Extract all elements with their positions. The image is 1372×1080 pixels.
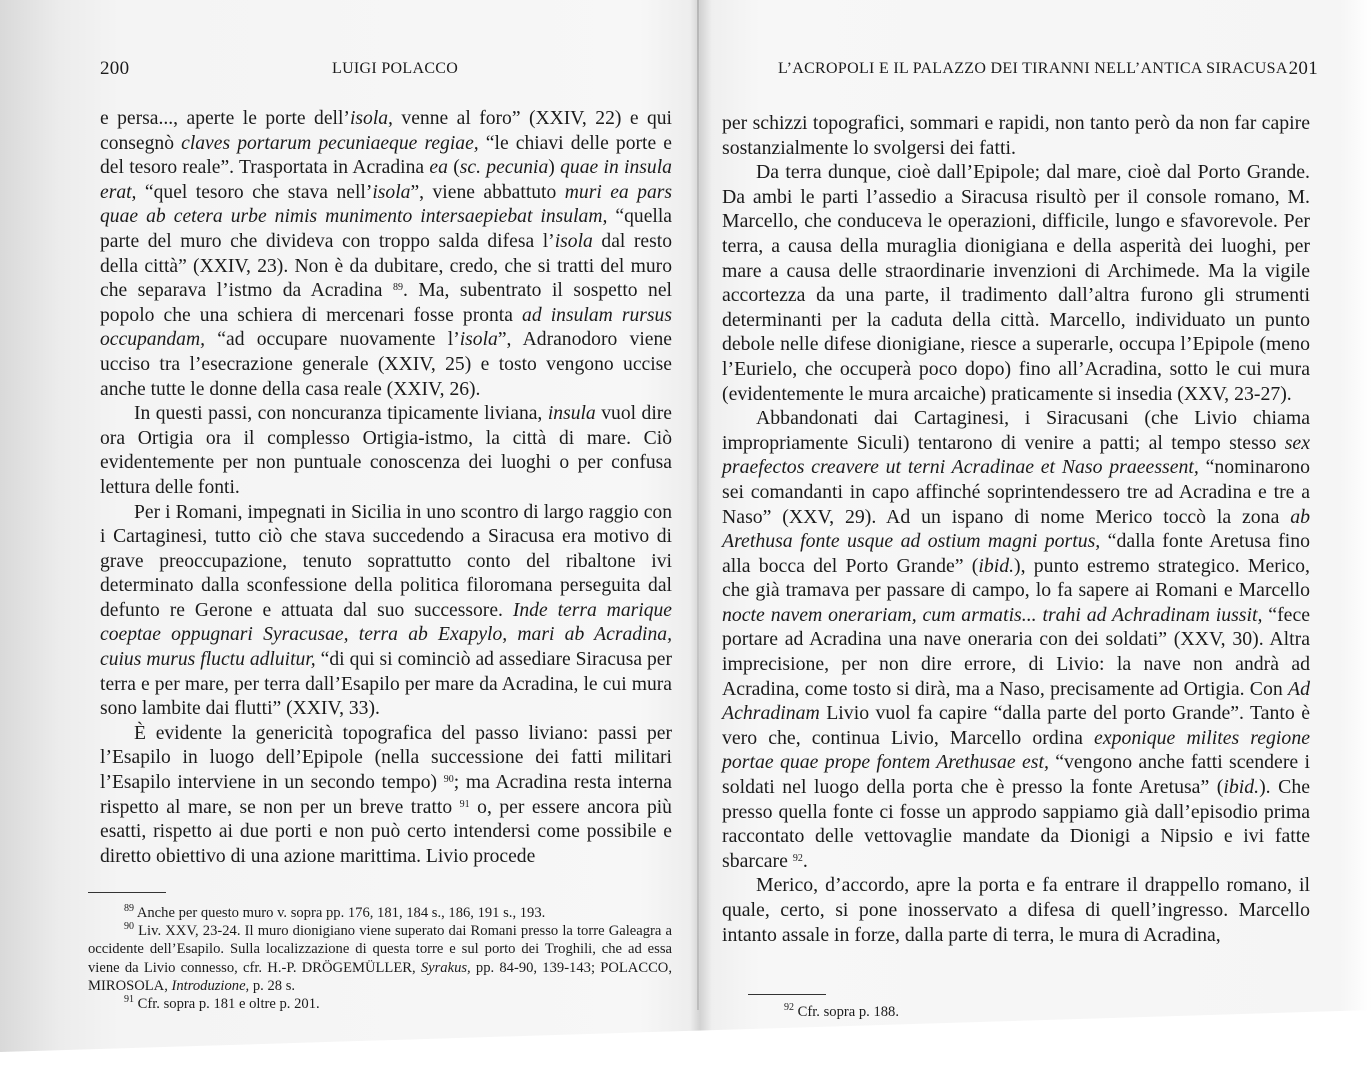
italic-span: Syrakus, [420,959,471,976]
italic-span: ad insulam rursus occupandam, [100,304,672,351]
footnote-ref: 92 [792,852,803,864]
text-span: Per i Romani, impegnati in Sicilia in uno scontro di largo raggio con i Cartaginesi, tutto ciò che stava succedendo a Siracusa era motivo di grave preoccupazione, tenuto soprattutto conto del ribaltone ivi determinato dalla sconfessione della politica filoromana perseguita dal defunto re Gerone e attuata dal suo successore. [100,501,672,621]
text-span: Abbandonati dai Cartaginesi, i Siracusani (che Livio chiama impropriamente Siculi) tentarono di venire a patti; al tempo stesso [722,407,1310,454]
right-running-head: L’ACROPOLI E IL PALAZZO DEI TIRANNI NELL’ANTICA SIRACUSA [778,60,1288,77]
text-span: In questi passi, con noncuranza tipicamente liviana, [134,403,548,425]
text-span: ) [548,157,561,179]
text-span: Cfr. sopra p. 181 e oltre p. 201. [134,996,320,1013]
text-span: ), punto estremo strategico. Merico, che già tramava per passare di campo, lo fa sapere ai Romani e Marcello [722,554,1310,602]
footnote [748,1003,1310,1021]
text-span: ( [447,157,460,179]
right-page-number: 201 [1288,58,1318,79]
text-span: “fece portare ad Acradina una nave oneraria con dei soldati” (XXV, 30). Altra imprecisione, per non dire errore, di Livio: la nave non andrà ad Acradina, come tosto si dirà, ma a Naso, precisamente ad Ortigia. Con [722,603,1310,700]
text-span: ; ma Acradina resta interna rispetto al mare, se non per un breve tratto [100,772,672,818]
italic-span: ab Arethusa fonte usque ad ostium magni portus, [722,505,1310,553]
text-span: “ad occupare nuovamente l’ [205,329,460,351]
italic-span: sex praefectos creavere ut terni Acradinae et Naso praeessent, [722,431,1310,479]
text-span: “dalla fonte Aretusa fino alla bocca del Porto Grande” ( [722,530,1310,577]
footnote-ref: 90 [124,921,134,933]
text-span: p. 28 s. [249,977,296,994]
footnote-ref: 89 [124,903,134,914]
italic-span: insula [547,403,596,425]
book-gutter [697,0,699,1010]
text-span: “le chiavi delle porte e del tesoro reale”. Trasportata in Acradina [100,132,672,179]
text-span: venne al foro” (XXIV, 22) e qui consegnò [100,108,672,154]
text-span: ). Che presso quella fonte ci fosse un approdo sappiamo già dall’episodio prima raccontato delle vettovaglie mandate da Dionigi a Nipsio e ivi fatte sbarcare [722,776,1311,872]
italic-span: ibid. [1223,776,1260,799]
text-span: ”, Adranodoro viene ucciso tra l’esecrazione generale (XXIV, 25) e tosto vengono uccise anche tutte le donne della casa reale (XXIV, 26). [100,329,673,400]
italic-span: Inde terra marique coeptae oppugnari Syracusae, terra ab Exapylo, mari ab Acradina, cuius murus fluctu adluitur, [100,599,672,671]
text-span: o, per essere ancora più esatti, rispetto ai due porti e non può certo intendersi come possibile e diretto obiettivo di una azione marittima. Livio procede [100,796,672,867]
italic-span: ibid. [978,554,1015,577]
italic-span: claves portarum pecuniaeque regiae, [181,132,479,154]
left-running-head: LUIGI POLACCO [332,60,459,77]
text-span: Cfr. sopra p. 188. [794,1004,899,1020]
paragraph [722,406,1310,873]
paragraph [100,501,672,722]
paragraph [100,107,672,402]
footnote-ref: 91 [459,798,470,810]
text-span: Da terra dunque, cioè dall’Epipole; dal mare, cioè dal Porto Grande. Da ambi le parti l’assedio a Siracusa risultò per il console romano, M. Marcello, che conduceva le operazioni, difficile, lungo e sfavorevole. Per terra, a causa della muraglia dionigiana e della asperità dei luoghi, per mare a causa delle straordinarie invenzioni di Archimede. Ma la vigile accortezza da una parte, il tradimento dall’altra furono gli strumenti determinanti per la caduta della città. Marcello, individuato un punto debole nelle difese dionigiane, riesce a superarle, occupa l’Epipole (meno l’Eurielo, che occuperà poco dopo) fino all’Acradina, sotto le cui mura (evidentemente le mura arcaiche) praticamente si insedia (XXV, 23-27). [722,161,1310,405]
footnote-ref: 90 [443,774,454,786]
paragraph [100,722,672,870]
left-body-text [100,107,672,869]
text-span: . [802,849,808,872]
text-span: pp. 84-90, 139-143; POLACCO, MIROSOLA, [88,959,672,994]
right-body-text [722,111,1310,947]
paragraph [722,160,1310,406]
left-running-header [100,58,672,84]
footnote-ref: 89 [392,282,403,294]
italic-span: isola [459,329,498,351]
left-page-number: 200 [100,58,130,79]
footnote-ref: 91 [124,994,134,1006]
italic-span: quae in insula erat, [100,157,672,203]
italic-span: Ad Achradinam [722,677,1310,725]
right-footnote-rule [748,994,826,995]
italic-span: ea [429,157,448,179]
right-footnotes [748,1003,1310,1021]
text-span: Merico, d’accordo, apre la porta e fa entrare il drappello romano, il quale, certo, si pone inosservato a difesa di quell’ingresso. Marcello intanto assale in forze, dalla parte di terra, le mura di Acradina, [722,874,1310,946]
text-span: Livio vuol fa capire “dalla parte del porto Grande”. Tanto è vero che, continua Livio, Marcello ordina [722,702,1310,749]
footnote-ref: 92 [784,1002,794,1013]
italic-span: Introduzione, [171,977,250,994]
italic-span: isola [372,181,411,203]
paragraph [100,402,672,500]
text-span: Anche per questo muro v. sopra pp. 176, 181, 184 s., 186, 191 s., 193. [134,905,546,921]
italic-span: exponique milites regione portae quae prope fontem Arethusae est, [722,726,1310,774]
footnote [88,922,672,995]
paragraph [722,873,1310,947]
right-running-header [722,58,1318,84]
text-span: “quel tesoro che stava nell’ [136,181,373,203]
paragraph [722,111,1310,160]
text-span: È evidente la genericità topografica del passo liviano: passi per l’Esapilo in luogo dell’Epipole (nella successione dei fatti militari l’Esapilo interviene in un secondo tempo) [100,722,672,794]
italic-span: nocte navem onerariam, cum armatis... trahi ad Achradinam iussit, [722,603,1263,626]
italic-span: sc. pecunia [459,157,549,179]
italic-span: isola, [349,108,393,129]
text-span: Liv. XXV, 23-24. Il muro dionigiano viene superato dai Romani presso la torre Galeagra a occidente dell’Esapilo. Sulla localizzazione di questa torre e sul porto dei Troghili, che ad essa viene da Livio connesso, cfr. H.-P. DRÖGEMÜLLER, [88,923,672,976]
italic-span: isola [554,230,593,252]
text-span: . Ma, subentrato il sospetto nel popolo che una schiera di mercenari fosse pronta [100,280,672,326]
text-span: “di qui si cominciò ad assediare Siracusa per terra e per mare, per terra dall’Esapilo per mare da Acradina, le cui mura sono lambite dai flutti” (XXIV, 33). [100,649,672,720]
text-span: “quella parte del muro che divideva con troppo salda difesa l’ [100,206,672,252]
text-span: ”, viene abbattuto [410,181,565,203]
text-span: vuol dire ora Ortigia ora il complesso Ortigia-istmo, la città di mare. Ciò evidentemente per non puntuale conoscenza dei luoghi o per confusa lettura delle fonti. [100,403,673,498]
footnote [88,995,672,1013]
text-span: e persa..., aperte le porte dell’ [100,108,350,129]
text-span: “nominarono sei comandanti in capo affinché soprintendessero tre ad Acradina e tre a Naso” (XXV, 29). Ad un ispano di nome Merico toccò la zona [722,456,1310,528]
left-footnotes [88,904,672,1013]
left-footnote-rule [88,892,166,893]
text-span: dal resto della città” (XXIV, 23). Non è da dubitare, credo, che si tratti del muro che separava l’istmo da Acradina [100,230,672,302]
footnote [88,904,672,922]
italic-span: muri ea pars quae ab cetera urbe nimis munimento intersaepiebat insulam, [100,181,672,228]
text-span: “vengono anche fatti scendere i soldati nel luogo della porta che è presso la fonte Aretusa” ( [722,751,1310,799]
text-span: per schizzi topografici, sommari e rapidi, non tanto però da non far capire sostanzialmente lo svolgersi dei fatti. [722,112,1310,159]
